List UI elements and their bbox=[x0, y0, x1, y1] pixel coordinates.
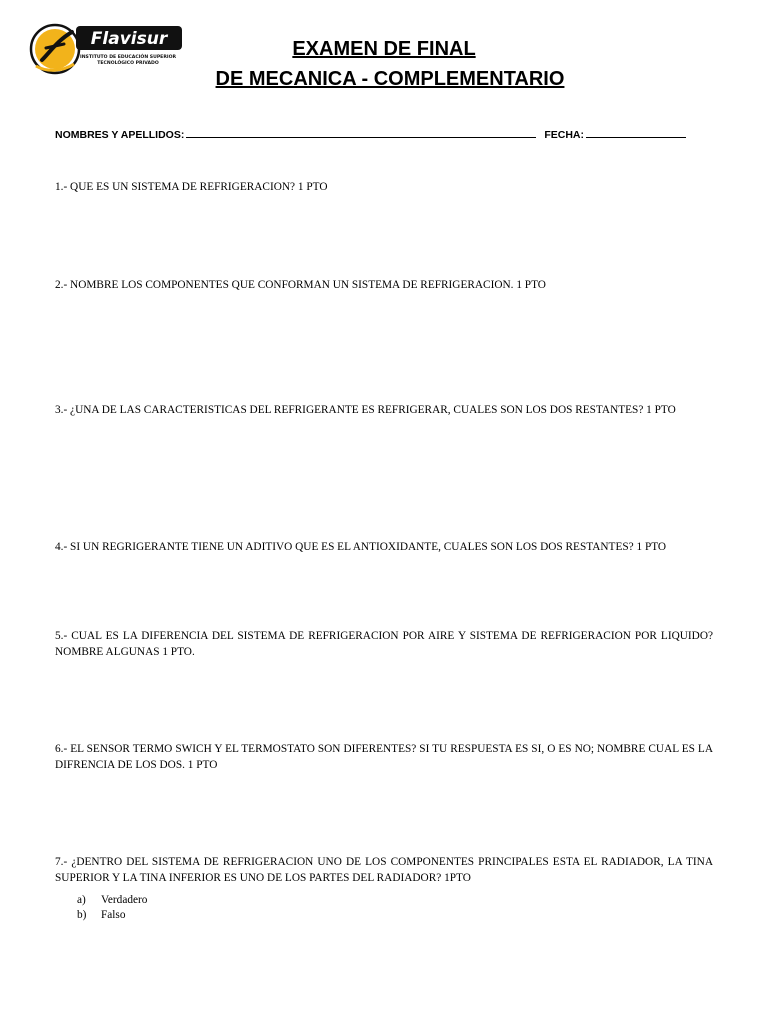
name-label: NOMBRES Y APELLIDOS: bbox=[55, 129, 185, 141]
question-6: 6.- EL SENSOR TERMO SWICH Y EL TERMOSTATO SON DIFERENTES? SI TU RESPUESTA ES SI, O ES NO; NOMBRE CUAL ES LA DIFRENCIA DE LOS DOS. 1 PTO bbox=[55, 743, 713, 771]
logo-subtitle-1: INSTITUTO DE EDUCACIÓN SUPERIOR bbox=[79, 55, 177, 60]
option-text: Verdadero bbox=[101, 894, 148, 906]
exam-title-line1: EXAMEN DE FINAL bbox=[292, 38, 476, 60]
option-b[interactable] bbox=[77, 908, 147, 923]
logo-brand-text: Flavisur bbox=[90, 29, 168, 49]
question-4: 4.- SI UN REGRIGERANTE TIENE UN ADITIVO QUE ES EL ANTIOXIDANTE, CUALES SON LOS DOS RESTANTES? 1 PTO bbox=[55, 541, 667, 553]
question-7: 7.- ¿DENTRO DEL SISTEMA DE REFRIGERACION UNO DE LOS COMPONENTES PRINCIPALES ESTA EL RADIADOR, LA TINA SUPERIOR Y LA TINA INFERIOR ES UNO DE LOS PARTES DEL RADIADOR? 1PTO bbox=[55, 856, 713, 884]
option-text: Falso bbox=[101, 909, 126, 921]
date-label: FECHA: bbox=[544, 129, 584, 141]
student-info-row bbox=[55, 127, 715, 141]
question-1: 1.- QUE ES UN SISTEMA DE REFRIGERACION? 1 PTO bbox=[55, 181, 328, 193]
question-3: 3.- ¿UNA DE LAS CARACTERISTICAS DEL REFRIGERANTE ES REFRIGERAR, CUALES SON LOS DOS RESTANTES? 1 PTO bbox=[55, 404, 676, 416]
name-blank-line[interactable] bbox=[186, 127, 536, 138]
question-7-options bbox=[77, 893, 147, 923]
question-2: 2.- NOMBRE LOS COMPONENTES QUE CONFORMAN UN SISTEMA DE REFRIGERACION. 1 PTO bbox=[55, 279, 546, 291]
question-5: 5.- CUAL ES LA DIFERENCIA DEL SISTEMA DE REFRIGERACION POR AIRE Y SISTEMA DE REFRIGERACION POR LIQUIDO? NOMBRE ALGUNAS 1 PTO. bbox=[55, 630, 713, 658]
option-a[interactable] bbox=[77, 893, 147, 908]
date-blank-line[interactable] bbox=[586, 127, 686, 138]
logo-subtitle-2: TECNOLÓGICO PRIVADO bbox=[97, 61, 159, 66]
option-letter: b) bbox=[77, 909, 87, 921]
option-letter: a) bbox=[77, 894, 86, 906]
exam-title-line2: DE MECANICA - COMPLEMENTARIO bbox=[215, 68, 565, 90]
